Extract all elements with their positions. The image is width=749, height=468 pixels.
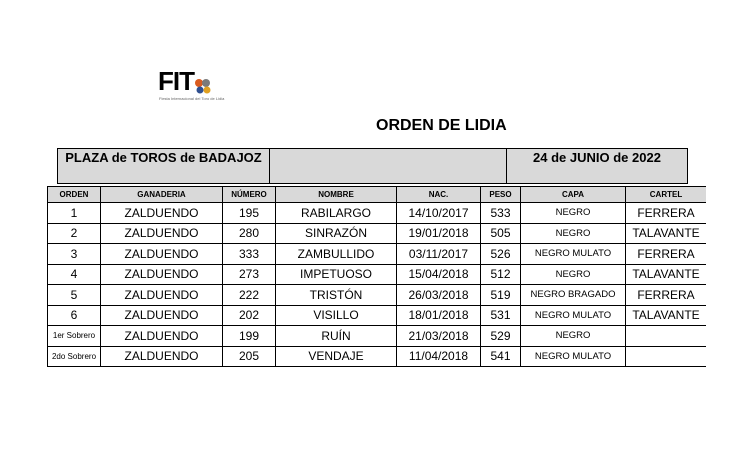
cell-capa: NEGRO BRAGADO	[521, 285, 626, 306]
cell-cartel: TALAVANTE	[626, 305, 707, 326]
cell-nombre: TRISTÓN	[276, 285, 397, 306]
cell-nombre: VISILLO	[276, 305, 397, 326]
cell-nombre: ZAMBULLIDO	[276, 244, 397, 265]
cell-nombre: RUÍN	[276, 326, 397, 347]
cell-ganaderia: ZALDUENDO	[101, 285, 223, 306]
cell-nombre: SINRAZÓN	[276, 223, 397, 244]
cell-ganaderia: ZALDUENDO	[101, 326, 223, 347]
col-capa: CAPA	[521, 187, 626, 203]
cell-nac: 26/03/2018	[397, 285, 481, 306]
cell-ganaderia: ZALDUENDO	[101, 223, 223, 244]
header-table	[57, 148, 688, 184]
cell-orden: 2	[48, 223, 101, 244]
cell-peso: 541	[481, 346, 521, 367]
cell-capa: NEGRO	[521, 326, 626, 347]
logo-mark-icon	[194, 72, 212, 94]
cell-peso: 529	[481, 326, 521, 347]
orden-table	[47, 186, 706, 367]
event-date: 24 de JUNIO de 2022	[507, 149, 688, 184]
cell-nac: 19/01/2018	[397, 223, 481, 244]
cell-ganaderia: ZALDUENDO	[101, 203, 223, 224]
cell-orden: 1	[48, 203, 101, 224]
plaza-label: PLAZA de TOROS de BADAJOZ	[58, 149, 270, 184]
cell-capa: NEGRO MULATO	[521, 305, 626, 326]
cell-nac: 14/10/2017	[397, 203, 481, 224]
cell-peso: 533	[481, 203, 521, 224]
cell-numero: 333	[223, 244, 276, 265]
cell-cartel: TALAVANTE	[626, 264, 707, 285]
cell-orden: 6	[48, 305, 101, 326]
cell-numero: 280	[223, 223, 276, 244]
cell-capa: NEGRO	[521, 203, 626, 224]
col-nac: NAC.	[397, 187, 481, 203]
col-cartel: CARTEL	[626, 187, 707, 203]
table-row	[48, 264, 707, 285]
cell-capa: NEGRO	[521, 223, 626, 244]
table-row	[48, 285, 707, 306]
table-row	[48, 223, 707, 244]
table-row	[48, 346, 707, 367]
cell-nombre: IMPETUOSO	[276, 264, 397, 285]
fit-logo	[158, 66, 225, 101]
cell-nac: 15/04/2018	[397, 264, 481, 285]
page-title: ORDEN DE LIDIA	[376, 117, 507, 134]
cell-orden: 1er Sobrero	[48, 326, 101, 347]
cell-orden: 4	[48, 264, 101, 285]
cell-cartel: FERRERA	[626, 203, 707, 224]
cell-peso: 531	[481, 305, 521, 326]
cell-capa: NEGRO MULATO	[521, 346, 626, 367]
cell-peso: 519	[481, 285, 521, 306]
cell-nac: 03/11/2017	[397, 244, 481, 265]
cell-numero: 202	[223, 305, 276, 326]
cell-nombre: VENDAJE	[276, 346, 397, 367]
table-row	[48, 326, 707, 347]
cell-ganaderia: ZALDUENDO	[101, 305, 223, 326]
col-numero: NÚMERO	[223, 187, 276, 203]
cell-cartel	[626, 326, 707, 347]
cell-numero: 195	[223, 203, 276, 224]
table-row	[48, 244, 707, 265]
cell-numero: 199	[223, 326, 276, 347]
cell-ganaderia: ZALDUENDO	[101, 244, 223, 265]
cell-orden: 5	[48, 285, 101, 306]
cell-numero: 273	[223, 264, 276, 285]
cell-peso: 526	[481, 244, 521, 265]
cell-peso: 512	[481, 264, 521, 285]
cell-numero: 205	[223, 346, 276, 367]
col-peso: PESO	[481, 187, 521, 203]
col-orden: ORDEN	[48, 187, 101, 203]
cell-nac: 11/04/2018	[397, 346, 481, 367]
col-ganaderia: GANADERIA	[101, 187, 223, 203]
cell-ganaderia: ZALDUENDO	[101, 346, 223, 367]
cell-nac: 21/03/2018	[397, 326, 481, 347]
cell-nac: 18/01/2018	[397, 305, 481, 326]
col-nombre: NOMBRE	[276, 187, 397, 203]
logo-subtitle: Fiesta Internacional del Toro de Lidia	[159, 96, 225, 101]
cell-orden: 3	[48, 244, 101, 265]
header-empty-cell	[270, 149, 507, 184]
cell-cartel: FERRERA	[626, 244, 707, 265]
cell-cartel: TALAVANTE	[626, 223, 707, 244]
cell-cartel: FERRERA	[626, 285, 707, 306]
cell-peso: 505	[481, 223, 521, 244]
cell-capa: NEGRO	[521, 264, 626, 285]
cell-cartel	[626, 346, 707, 367]
cell-ganaderia: ZALDUENDO	[101, 264, 223, 285]
cell-capa: NEGRO MULATO	[521, 244, 626, 265]
logo-text: FIT	[158, 66, 194, 96]
table-row	[48, 203, 707, 224]
cell-orden: 2do Sobrero	[48, 346, 101, 367]
cell-numero: 222	[223, 285, 276, 306]
cell-nombre: RABILARGO	[276, 203, 397, 224]
table-header-row	[48, 187, 707, 203]
table-row	[48, 305, 707, 326]
